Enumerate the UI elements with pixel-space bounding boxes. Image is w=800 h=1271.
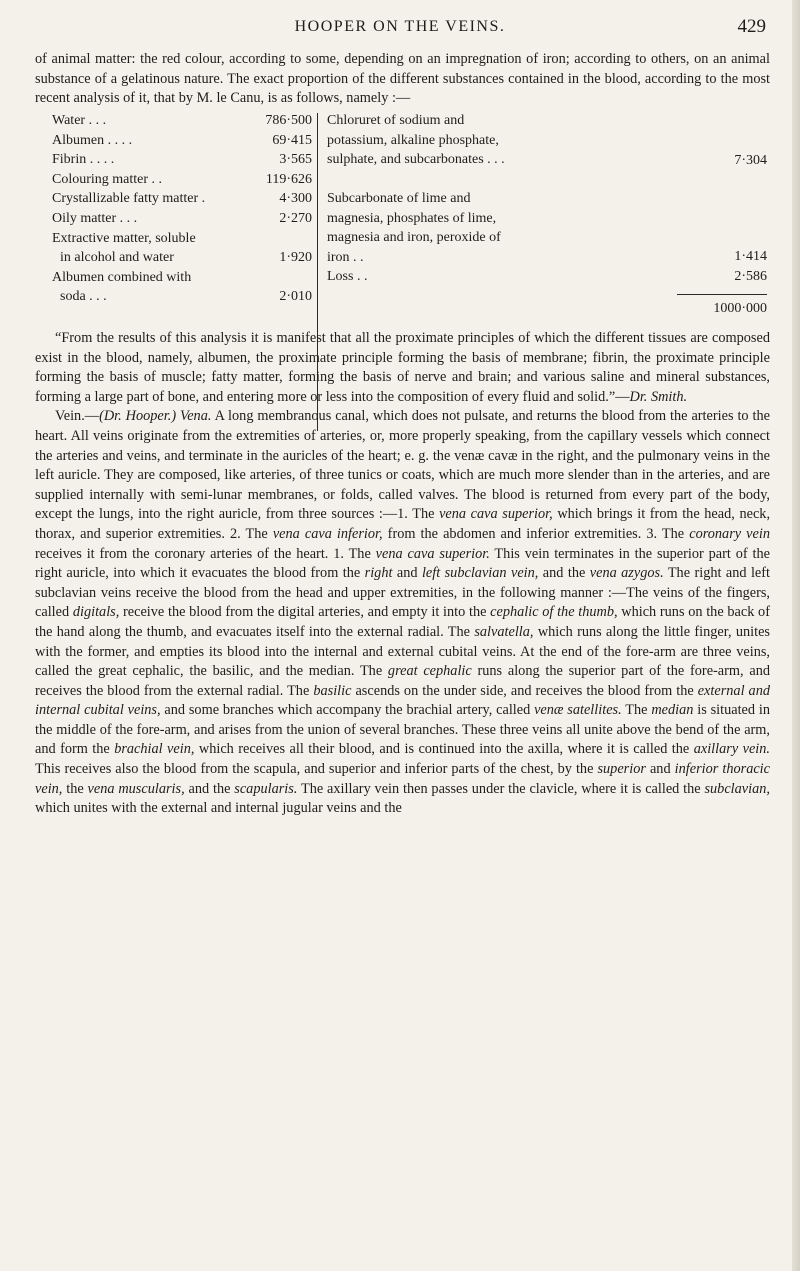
analysis-left-column: [52, 111, 312, 307]
substance-name: Colouring matter . .: [52, 171, 163, 187]
analysis-row: [327, 111, 767, 189]
substance-name: Crystallizable fatty matter .: [52, 191, 206, 207]
intro-text: of animal matter: the red colour, according to some, depending on an impregnation of iron; according to others, on an animal substance of a gelatinous nature. The exact proportion of the different substances contained in the blood, according to the most recent analysis of it, that by M. le Canu, is as follows, namely :—: [35, 51, 770, 107]
analysis-row: [52, 248, 312, 268]
substance-name: Water . . .: [52, 113, 107, 128]
analysis-total: 1000·000: [713, 301, 767, 316]
analysis-row: [52, 287, 312, 307]
analysis-row: [327, 189, 767, 267]
total-rule: [677, 294, 767, 295]
paragraph-results: “From the results of this analysis it is manifest that all the proximate principles of which the different tissues are composed exist in the blood, namely, albumen, the proximate principle forming the basis of membrane; fibrin, the proximate principle forming the basis of muscle; fatty matter, forming the basis of nerve and brain; and various saline and mineral substances, forming a large part of bone, and entering more or less into the composition of every fluid and solid.”—Dr. Smith.: [35, 330, 770, 405]
analysis-row: [52, 150, 312, 170]
substance-name: soda . . .: [60, 289, 107, 305]
analysis-row: [52, 209, 312, 229]
page-number: 429: [737, 16, 766, 37]
author-smith: Dr. Smith.: [629, 388, 688, 405]
analysis-row: [52, 229, 312, 249]
substance-name: Extractive matter, soluble: [52, 230, 196, 246]
entry-head: Vein.—: [55, 408, 100, 425]
substance-value: 1·414: [734, 249, 767, 265]
substance-value: 2·010: [279, 289, 312, 305]
analysis-row: [327, 267, 767, 287]
substance-value: 2·270: [279, 210, 312, 226]
substance-name: Chloruret of sodium and potassium, alkaline phosphate, sulphate, and subcarbonates . . .: [327, 113, 505, 168]
analysis-row: [52, 170, 312, 190]
substance-value: 1·920: [279, 250, 312, 266]
substance-name: Albumen . . . .: [52, 132, 133, 148]
analysis-row: [52, 189, 312, 209]
substance-value: 119·626: [265, 171, 312, 187]
substance-name: Albumen combined with: [52, 269, 192, 285]
analysis-row: [52, 268, 312, 288]
substance-name: Loss . .: [327, 269, 368, 284]
substance-name: Subcarbonate of lime and magnesia, phosphates of lime, magnesia and iron, peroxide of iron . .: [327, 191, 501, 265]
substance-name: Fibrin . . . .: [52, 152, 115, 168]
substance-value: 2·586: [734, 269, 767, 285]
substance-name: in alcohol and water: [60, 250, 174, 266]
substance-value: 786·500: [265, 113, 312, 128]
substance-value: 4·300: [279, 191, 312, 207]
substance-value: 3·565: [279, 152, 312, 168]
substance-value: 7·304: [734, 153, 767, 169]
analysis-right-column: [327, 111, 767, 316]
intro-paragraph: [35, 50, 770, 109]
substance-name: Oily matter . . .: [52, 210, 138, 226]
running-head: [0, 14, 800, 44]
main-text: [35, 329, 770, 819]
analysis-row: [52, 111, 312, 131]
running-title: HOOPER ON THE VEINS.: [294, 18, 506, 35]
analysis-row: [52, 131, 312, 151]
substance-value: 69·415: [272, 132, 312, 148]
scan-page-edge: [792, 0, 800, 1271]
paragraph-vein: Vein.—(Dr. Hooper.) Vena. A long membranous canal, which does not pulsate, and returns the blood from the arteries to the heart. All veins originate from the extremities of arteries, or, more properly speaking, from the capillary vessels which connect the arteries and veins, and terminate in the auricles of the heart; e. g. the venæ cavæ in the right, and the pulmonary veins in the left auricle. They are composed, like arteries, of three tunics or coats, which are much more slender than in the arteries, and are supplied internally with semi-lunar membranes, or folds, called valves. The blood is returned from every part of the body, except the lungs, into the right auricle, from three sources :—1. The vena cava superior, which brings it from the head, neck, thorax, and superior extremities. 2. The vena cava inferior, from the abdomen and inferior extremities. 3. The coronary vein receives it from the coronary arteries of the heart. 1. The vena cava superior. This vein terminates in the superior part of the right auricle, into which it evacuates the blood from the right and left subclavian vein, and the vena azygos. The right and left subclavian veins receive the blood from the head and upper extremities, in the following manner :—The veins of the fingers, called digitals, receive the blood from the digital arteries, and empty it into the cephalic of the thumb, which runs on the back of the hand along the thumb, and evacuates itself into the external radial. The salvatella, which runs along the little finger, unites with the former, and empties its blood into the internal and external cubital veins. At the end of the fore-arm are three veins, called the great cephalic, the basilic, and the median. The great cephalic runs along the superior part of the fore-arm, and receives the blood from the external radial. The basilic ascends on the under side, and receives the blood from the external and internal cubital veins, and some branches which accompany the brachial artery, called venæ satellites. The median is situated in the middle of the fore-arm, and arises from the union of several branches. These three veins all unite above the bend of the arm, and form the brachial vein, which receives all their blood, and is continued into the axilla, where it is called the axillary vein. This receives also the blood from the scapula, and superior and inferior parts of the chest, by the superior and inferior thoracic vein, the vena muscularis, and the scapularis. The axillary vein then passes under the clavicle, where it is called the subclavian, which unites with the external and internal jugular veins and the: [35, 408, 771, 817]
